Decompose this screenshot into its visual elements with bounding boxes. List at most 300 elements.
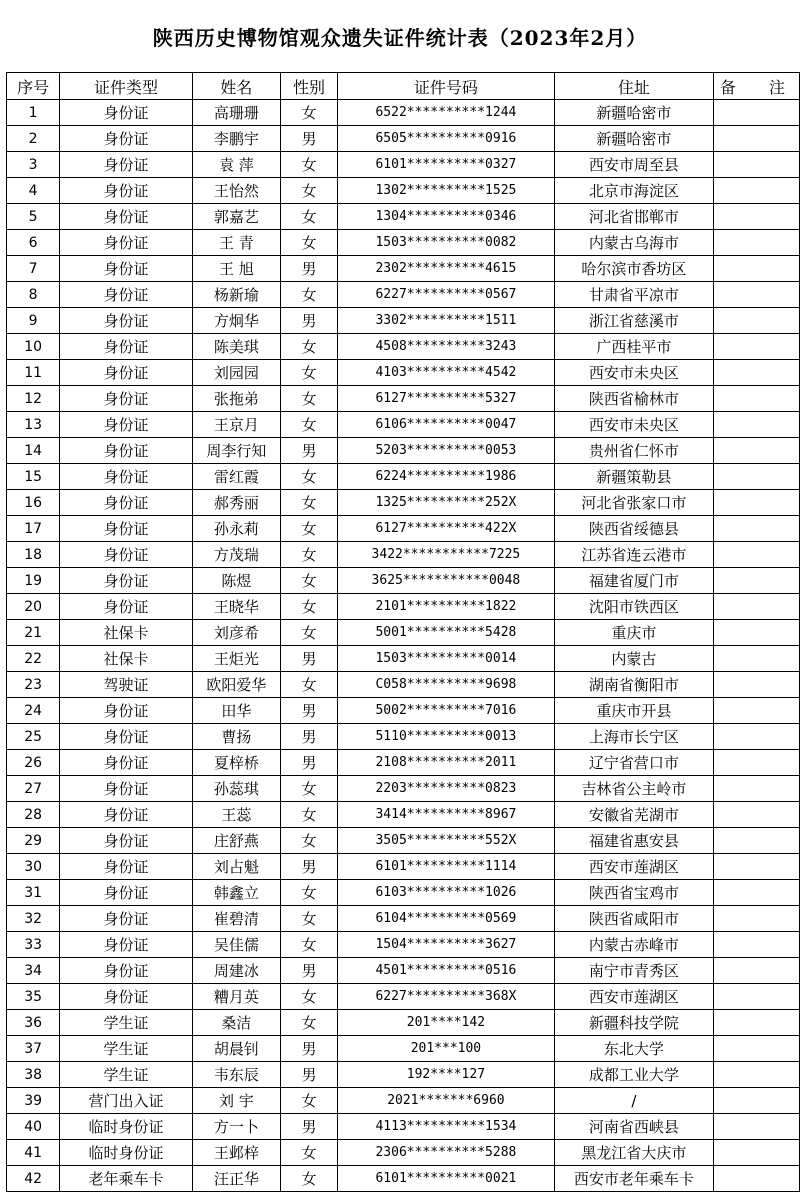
table-row — [7, 724, 800, 750]
cell-document-type: 身份证 — [60, 152, 192, 178]
cell-document-number: 6522**********1244 — [337, 100, 554, 126]
cell-remarks — [713, 854, 799, 880]
cell-remarks — [713, 1140, 799, 1166]
cell-document-type: 身份证 — [60, 100, 192, 126]
cell-gender: 女 — [281, 282, 338, 308]
cell-name: 刘彦希 — [192, 620, 280, 646]
cell-remarks — [713, 334, 799, 360]
table-row — [7, 672, 800, 698]
cell-document-number: 1325**********252X — [337, 490, 554, 516]
cell-address: 北京市海淀区 — [554, 178, 713, 204]
cell-document-type: 学生证 — [60, 1010, 192, 1036]
cell-address: 重庆市开县 — [554, 698, 713, 724]
table-row — [7, 620, 800, 646]
cell-document-type: 身份证 — [60, 828, 192, 854]
cell-index: 25 — [7, 724, 60, 750]
cell-address: 河南省西峡县 — [554, 1114, 713, 1140]
cell-index: 40 — [7, 1114, 60, 1140]
cell-document-number: 6101**********0021 — [337, 1166, 554, 1192]
cell-remarks — [713, 1036, 799, 1062]
table-row — [7, 126, 800, 152]
cell-document-number: 192****127 — [337, 1062, 554, 1088]
cell-gender: 男 — [281, 854, 338, 880]
cell-document-type: 身份证 — [60, 360, 192, 386]
cell-gender: 男 — [281, 958, 338, 984]
cell-name: 王蕊 — [192, 802, 280, 828]
cell-document-number: 6224**********1986 — [337, 464, 554, 490]
cell-document-type: 身份证 — [60, 282, 192, 308]
table-row — [7, 984, 800, 1010]
table-row — [7, 204, 800, 230]
cell-address: 新疆哈密市 — [554, 126, 713, 152]
cell-document-number: 6227**********368X — [337, 984, 554, 1010]
cell-address: 新疆哈密市 — [554, 100, 713, 126]
cell-index: 18 — [7, 542, 60, 568]
cell-remarks — [713, 1062, 799, 1088]
cell-address: 甘肃省平凉市 — [554, 282, 713, 308]
cell-address: 福建省厦门市 — [554, 568, 713, 594]
cell-document-number: 2203**********0823 — [337, 776, 554, 802]
cell-address: 河北省邯郸市 — [554, 204, 713, 230]
cell-address: 西安市莲湖区 — [554, 854, 713, 880]
header-name: 姓名 — [192, 73, 280, 100]
table-body — [7, 100, 800, 1192]
cell-index: 11 — [7, 360, 60, 386]
cell-name: 杨新瑜 — [192, 282, 280, 308]
cell-document-number: 1302**********1525 — [337, 178, 554, 204]
cell-name: 夏梓桥 — [192, 750, 280, 776]
cell-remarks — [713, 1010, 799, 1036]
cell-index: 20 — [7, 594, 60, 620]
cell-index: 17 — [7, 516, 60, 542]
cell-document-type: 临时身份证 — [60, 1114, 192, 1140]
cell-address: 湖南省衡阳市 — [554, 672, 713, 698]
cell-index: 15 — [7, 464, 60, 490]
cell-address: 东北大学 — [554, 1036, 713, 1062]
cell-document-type: 社保卡 — [60, 620, 192, 646]
cell-index: 33 — [7, 932, 60, 958]
cell-document-number: 5001**********5428 — [337, 620, 554, 646]
table-row — [7, 282, 800, 308]
cell-remarks — [713, 178, 799, 204]
cell-remarks — [713, 490, 799, 516]
cell-remarks — [713, 568, 799, 594]
cell-name: 孙永莉 — [192, 516, 280, 542]
cell-document-number: 4113**********1534 — [337, 1114, 554, 1140]
cell-address: 西安市莲湖区 — [554, 984, 713, 1010]
cell-gender: 女 — [281, 1140, 338, 1166]
cell-gender: 女 — [281, 1166, 338, 1192]
cell-name: 张拖弟 — [192, 386, 280, 412]
cell-name: 韦东辰 — [192, 1062, 280, 1088]
table-row — [7, 490, 800, 516]
cell-document-type: 身份证 — [60, 568, 192, 594]
header-document-type: 证件类型 — [60, 73, 192, 100]
cell-document-number: 6103**********1026 — [337, 880, 554, 906]
cell-address: 哈尔滨市香坊区 — [554, 256, 713, 282]
cell-address: 沈阳市铁西区 — [554, 594, 713, 620]
table-row — [7, 178, 800, 204]
cell-document-type: 身份证 — [60, 776, 192, 802]
table-row — [7, 854, 800, 880]
cell-gender: 男 — [281, 750, 338, 776]
table-row — [7, 776, 800, 802]
cell-document-type: 身份证 — [60, 490, 192, 516]
cell-gender: 女 — [281, 776, 338, 802]
cell-document-number: 4508**********3243 — [337, 334, 554, 360]
cell-remarks — [713, 1088, 799, 1114]
table-row — [7, 750, 800, 776]
cell-address: 西安市老年乘车卡 — [554, 1166, 713, 1192]
header-gender: 性别 — [281, 73, 338, 100]
cell-remarks — [713, 126, 799, 152]
cell-index: 8 — [7, 282, 60, 308]
cell-remarks — [713, 412, 799, 438]
cell-name: 陈煜 — [192, 568, 280, 594]
cell-index: 13 — [7, 412, 60, 438]
cell-name: 刘 宇 — [192, 1088, 280, 1114]
cell-document-number: 5110**********0013 — [337, 724, 554, 750]
cell-gender: 男 — [281, 308, 338, 334]
table-row — [7, 1140, 800, 1166]
cell-name: 汪正华 — [192, 1166, 280, 1192]
cell-gender: 女 — [281, 568, 338, 594]
cell-name: 刘占魁 — [192, 854, 280, 880]
cell-address: 河北省张家口市 — [554, 490, 713, 516]
cell-gender: 女 — [281, 204, 338, 230]
cell-document-number: 3422***********7225 — [337, 542, 554, 568]
cell-index: 30 — [7, 854, 60, 880]
cell-remarks — [713, 646, 799, 672]
cell-name: 欧阳爱华 — [192, 672, 280, 698]
table-row — [7, 386, 800, 412]
cell-remarks — [713, 464, 799, 490]
cell-gender: 女 — [281, 386, 338, 412]
cell-document-type: 身份证 — [60, 412, 192, 438]
cell-index: 1 — [7, 100, 60, 126]
cell-gender: 男 — [281, 438, 338, 464]
cell-document-type: 学生证 — [60, 1062, 192, 1088]
cell-remarks — [713, 282, 799, 308]
cell-gender: 男 — [281, 1062, 338, 1088]
cell-gender: 女 — [281, 334, 338, 360]
cell-index: 21 — [7, 620, 60, 646]
cell-name: 韩鑫立 — [192, 880, 280, 906]
cell-address: 福建省惠安县 — [554, 828, 713, 854]
cell-remarks — [713, 1166, 799, 1192]
table-row — [7, 438, 800, 464]
cell-document-number: 5002**********7016 — [337, 698, 554, 724]
table-row — [7, 1010, 800, 1036]
cell-name: 周建冰 — [192, 958, 280, 984]
cell-gender: 女 — [281, 178, 338, 204]
cell-address: 安徽省芜湖市 — [554, 802, 713, 828]
cell-index: 5 — [7, 204, 60, 230]
table-row — [7, 828, 800, 854]
cell-index: 38 — [7, 1062, 60, 1088]
cell-name: 刘园园 — [192, 360, 280, 386]
table-row — [7, 542, 800, 568]
cell-name: 孙蕊琪 — [192, 776, 280, 802]
cell-address: / — [554, 1088, 713, 1114]
cell-index: 24 — [7, 698, 60, 724]
cell-name: 郝秀丽 — [192, 490, 280, 516]
cell-address: 贵州省仁怀市 — [554, 438, 713, 464]
cell-name: 袁 萍 — [192, 152, 280, 178]
cell-gender: 女 — [281, 230, 338, 256]
cell-document-number: 2021*******6960 — [337, 1088, 554, 1114]
cell-document-type: 学生证 — [60, 1036, 192, 1062]
cell-document-number: 6104**********0569 — [337, 906, 554, 932]
table-row — [7, 1036, 800, 1062]
cell-document-number: 3302**********1511 — [337, 308, 554, 334]
cell-address: 陕西省咸阳市 — [554, 906, 713, 932]
cell-remarks — [713, 308, 799, 334]
cell-document-type: 身份证 — [60, 802, 192, 828]
cell-document-number: 3625***********0048 — [337, 568, 554, 594]
cell-address: 陕西省宝鸡市 — [554, 880, 713, 906]
cell-document-type: 营门出入证 — [60, 1088, 192, 1114]
cell-gender: 女 — [281, 984, 338, 1010]
cell-document-number: 3414**********8967 — [337, 802, 554, 828]
cell-gender: 女 — [281, 620, 338, 646]
cell-name: 王 旭 — [192, 256, 280, 282]
table-row — [7, 360, 800, 386]
cell-remarks — [713, 776, 799, 802]
cell-document-number: 6101**********1114 — [337, 854, 554, 880]
cell-gender: 女 — [281, 542, 338, 568]
cell-gender: 男 — [281, 646, 338, 672]
cell-document-number: C058**********9698 — [337, 672, 554, 698]
cell-address: 陕西省绥德县 — [554, 516, 713, 542]
cell-remarks — [713, 724, 799, 750]
cell-document-number: 6505**********0916 — [337, 126, 554, 152]
cell-address: 江苏省连云港市 — [554, 542, 713, 568]
cell-gender: 女 — [281, 152, 338, 178]
cell-address: 内蒙古赤峰市 — [554, 932, 713, 958]
cell-document-number: 4103**********4542 — [337, 360, 554, 386]
cell-gender: 女 — [281, 100, 338, 126]
cell-document-number: 6127**********422X — [337, 516, 554, 542]
cell-document-type: 身份证 — [60, 542, 192, 568]
cell-document-type: 身份证 — [60, 438, 192, 464]
table-row — [7, 1166, 800, 1192]
table-row — [7, 1062, 800, 1088]
cell-gender: 男 — [281, 126, 338, 152]
cell-document-number: 2108**********2011 — [337, 750, 554, 776]
table-row — [7, 100, 800, 126]
cell-remarks — [713, 594, 799, 620]
cell-index: 35 — [7, 984, 60, 1010]
cell-document-type: 身份证 — [60, 464, 192, 490]
cell-remarks — [713, 256, 799, 282]
cell-gender: 男 — [281, 724, 338, 750]
cell-index: 27 — [7, 776, 60, 802]
cell-document-number: 4501**********0516 — [337, 958, 554, 984]
cell-document-number: 201***100 — [337, 1036, 554, 1062]
cell-document-type: 身份证 — [60, 984, 192, 1010]
header-index: 序号 — [7, 73, 60, 100]
cell-index: 41 — [7, 1140, 60, 1166]
cell-gender: 女 — [281, 516, 338, 542]
cell-gender: 女 — [281, 360, 338, 386]
table-row — [7, 464, 800, 490]
page-title: 陕西历史博物馆观众遗失证件统计表（2023年2月） — [152, 25, 648, 50]
header-document-number: 证件号码 — [337, 73, 554, 100]
cell-document-number: 2101**********1822 — [337, 594, 554, 620]
cell-remarks — [713, 360, 799, 386]
cell-address: 西安市未央区 — [554, 360, 713, 386]
cell-address: 内蒙古 — [554, 646, 713, 672]
cell-document-type: 身份证 — [60, 750, 192, 776]
cell-remarks — [713, 152, 799, 178]
cell-name: 王怡然 — [192, 178, 280, 204]
cell-name: 曹扬 — [192, 724, 280, 750]
cell-document-number: 1304**********0346 — [337, 204, 554, 230]
cell-gender: 女 — [281, 594, 338, 620]
cell-gender: 女 — [281, 672, 338, 698]
table-row — [7, 568, 800, 594]
cell-remarks — [713, 204, 799, 230]
cell-name: 王晓华 — [192, 594, 280, 620]
cell-address: 上海市长宁区 — [554, 724, 713, 750]
cell-index: 42 — [7, 1166, 60, 1192]
cell-index: 29 — [7, 828, 60, 854]
cell-gender: 女 — [281, 828, 338, 854]
table-row — [7, 334, 800, 360]
cell-remarks — [713, 516, 799, 542]
cell-address: 新疆策勒县 — [554, 464, 713, 490]
table-row — [7, 308, 800, 334]
cell-index: 4 — [7, 178, 60, 204]
cell-remarks — [713, 698, 799, 724]
cell-name: 王京月 — [192, 412, 280, 438]
cell-index: 2 — [7, 126, 60, 152]
cell-document-type: 身份证 — [60, 308, 192, 334]
cell-address: 黑龙江省大庆市 — [554, 1140, 713, 1166]
cell-name: 吴佳儒 — [192, 932, 280, 958]
cell-index: 39 — [7, 1088, 60, 1114]
cell-document-number: 6106**********0047 — [337, 412, 554, 438]
cell-document-number: 1503**********0014 — [337, 646, 554, 672]
cell-index: 16 — [7, 490, 60, 516]
cell-address: 南宁市青秀区 — [554, 958, 713, 984]
cell-remarks — [713, 386, 799, 412]
cell-document-type: 身份证 — [60, 178, 192, 204]
cell-index: 36 — [7, 1010, 60, 1036]
cell-address: 广西桂平市 — [554, 334, 713, 360]
cell-document-type: 身份证 — [60, 932, 192, 958]
cell-remarks — [713, 932, 799, 958]
table-row — [7, 1114, 800, 1140]
cell-name: 糟月英 — [192, 984, 280, 1010]
cell-document-number: 3505**********552X — [337, 828, 554, 854]
table-row — [7, 906, 800, 932]
cell-index: 31 — [7, 880, 60, 906]
cell-gender: 男 — [281, 1114, 338, 1140]
cell-address: 吉林省公主岭市 — [554, 776, 713, 802]
cell-document-number: 6101**********0327 — [337, 152, 554, 178]
cell-document-type: 身份证 — [60, 386, 192, 412]
table-row — [7, 256, 800, 282]
cell-name: 李鹏宇 — [192, 126, 280, 152]
cell-remarks — [713, 100, 799, 126]
table-row — [7, 932, 800, 958]
cell-remarks — [713, 438, 799, 464]
cell-remarks — [713, 672, 799, 698]
cell-name: 方炯华 — [192, 308, 280, 334]
cell-gender: 女 — [281, 802, 338, 828]
cell-document-number: 1503**********0082 — [337, 230, 554, 256]
cell-address: 西安市周至县 — [554, 152, 713, 178]
cell-gender: 男 — [281, 1036, 338, 1062]
cell-remarks — [713, 958, 799, 984]
cell-document-type: 社保卡 — [60, 646, 192, 672]
cell-gender: 男 — [281, 256, 338, 282]
cell-address: 西安市未央区 — [554, 412, 713, 438]
cell-document-type: 身份证 — [60, 230, 192, 256]
cell-gender: 女 — [281, 932, 338, 958]
cell-index: 23 — [7, 672, 60, 698]
cell-name: 王 青 — [192, 230, 280, 256]
cell-document-type: 身份证 — [60, 516, 192, 542]
cell-gender: 女 — [281, 490, 338, 516]
cell-name: 方一卜 — [192, 1114, 280, 1140]
cell-name: 郭嘉艺 — [192, 204, 280, 230]
cell-index: 32 — [7, 906, 60, 932]
header-remarks: 备 注 — [713, 73, 799, 100]
table-row — [7, 1088, 800, 1114]
cell-index: 19 — [7, 568, 60, 594]
cell-remarks — [713, 620, 799, 646]
cell-document-type: 身份证 — [60, 854, 192, 880]
cell-remarks — [713, 230, 799, 256]
cell-index: 14 — [7, 438, 60, 464]
cell-document-type: 身份证 — [60, 594, 192, 620]
cell-name: 高珊珊 — [192, 100, 280, 126]
cell-document-type: 身份证 — [60, 256, 192, 282]
cell-remarks — [713, 1114, 799, 1140]
cell-index: 37 — [7, 1036, 60, 1062]
cell-remarks — [713, 802, 799, 828]
cell-name: 胡晨钊 — [192, 1036, 280, 1062]
cell-name: 庄舒燕 — [192, 828, 280, 854]
table-row — [7, 152, 800, 178]
cell-name: 方茂瑞 — [192, 542, 280, 568]
cell-document-type: 身份证 — [60, 958, 192, 984]
table-row — [7, 594, 800, 620]
cell-remarks — [713, 880, 799, 906]
cell-index: 12 — [7, 386, 60, 412]
cell-gender: 女 — [281, 412, 338, 438]
cell-index: 10 — [7, 334, 60, 360]
cell-document-type: 身份证 — [60, 204, 192, 230]
cell-document-type: 身份证 — [60, 880, 192, 906]
cell-gender: 女 — [281, 1088, 338, 1114]
cell-gender: 女 — [281, 880, 338, 906]
cell-address: 浙江省慈溪市 — [554, 308, 713, 334]
cell-document-number: 6227**********0567 — [337, 282, 554, 308]
table-row — [7, 698, 800, 724]
cell-document-type: 身份证 — [60, 126, 192, 152]
cell-document-number: 201****142 — [337, 1010, 554, 1036]
cell-gender: 女 — [281, 906, 338, 932]
cell-document-number: 5203**********0053 — [337, 438, 554, 464]
cell-name: 桑洁 — [192, 1010, 280, 1036]
cell-gender: 女 — [281, 464, 338, 490]
cell-index: 7 — [7, 256, 60, 282]
cell-address: 新疆科技学院 — [554, 1010, 713, 1036]
